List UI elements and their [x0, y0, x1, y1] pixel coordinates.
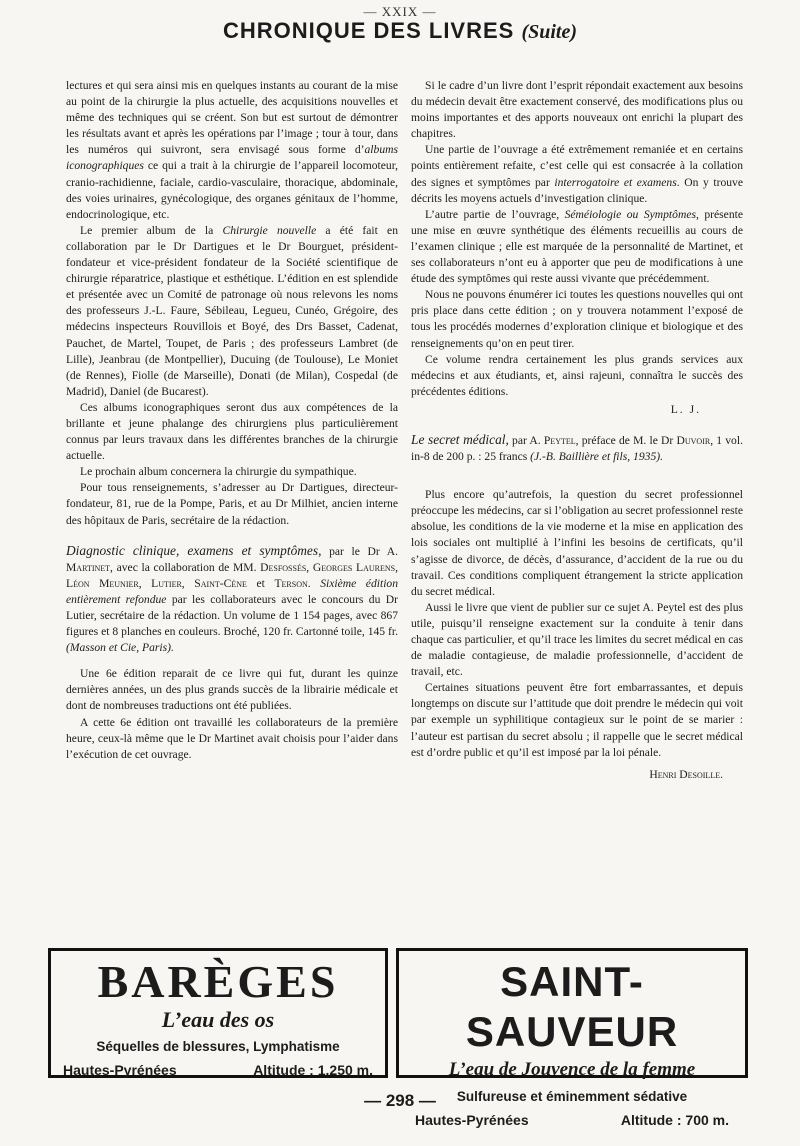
left-column [66, 78, 398, 763]
ad-altitude: Altitude : 1.250 m. [253, 1062, 373, 1078]
paragraph: Le premier album de la Chirurgie nouvelle a été fait en collaboration par le Dr Dartigues et le Dr Bourguet, président-fondateur et vice-président fondateur de la Société scientifique de chirurgie réparatrice, plastique et esthétique. L’édition en est splendide et présentée avec un Comité de patronage où nous relevons les noms des professeurs J.-L. Faure, Sébileau, Legueu, Cunéo, Grégoire, des médecins inspecteurs Rouvillois et Boyé, des Drs Basset, Cadenat, Pauchet, de Martel, Toupet, de Paris ; des professeurs Lambret (de Lille), Jeanbrau (de Montpellier), Ducuing (de Toulouse), Le Moniet (de Rennes), Fiolle (de Marseille), Donati (de Milan), Cospedal (de Madrid), Daniel (de Bucarest). [66, 223, 398, 398]
review-title: Diagnostic clinique, examens et symptômes, [66, 542, 322, 558]
signature-initials: L. J. [670, 402, 701, 416]
ad-tagline: L’eau de Jouvence de la femme [448, 1059, 696, 1080]
paragraph: Une partie de l’ouvrage a été extrêmement remaniée et en certains points entièrement refaite, c’est celle qui est consacrée à la collation des signes et symptômes par interrogatoire et examens. On y trouve décrits les moyens actuels d’investigation clinique. [411, 143, 743, 205]
paragraph: Aussi le livre que vient de publier sur ce sujet A. Peytel est des plus utile, puisqu’il renseigne exactement sur la conduite à tenir dans chaque cas particulier, et qu’il trace les limites du secret médical en cas de maladie contagieuse, de maladie professionnelle, d’accident de travail, etc. [411, 600, 743, 679]
paragraph: Le prochain album concernera la chirurgie du sympathique. [80, 465, 357, 479]
review-header: Le secret médical, par A. Peytel, préface de M. le Dr Duvoir, 1 vol. in-8 de 200 p. : 25 francs (J.-B. Baillière et fils, 1935). [411, 431, 743, 464]
paragraph: Ces albums iconographiques seront dus aux compétences de la brillante et jeune phalange des chirurgiens plus particulièrement connus par leurs travaux dans les différentes branches de la chirurgie actuelle. [66, 400, 398, 463]
advertisement-bareges [48, 948, 388, 1078]
right-column [411, 78, 743, 783]
paragraph: Ce volume rendra certainement les plus grands services aux médecins et aux étudiants, et, ainsi rajeuni, connaîtra le succès des précédentes éditions. [411, 352, 743, 398]
review-header: Diagnostic clinique, examens et symptômes, par le Dr A. Martinet, avec la collaboration de MM. Desfossés, Georges Laurens, Léon Meunier, Lutier, Saint-Cène et Terson. Sixième édition entièrement refondue par les collaborateurs avec le concours du Dr Lutier, secrétaire de la rédaction. Un volume de 1 154 pages, avec 867 figures et 8 planches en couleurs. Broché, 120 fr. Cartonné toile, 145 fr. (Masson et Cie, Paris). [66, 542, 399, 655]
paragraph: Plus encore qu’autrefois, la question du secret professionnel préoccupe les médecins, car si l’obligation au secret professionnel reste absolue, les conditions de la vie moderne et la mise en application des lois sociales ont multiplié à l’infini les besoins de certificats, qu’il s’agisse de divorce, de décès, d’assurance, d’accident de la rue ou du travail. Ces conditions compliquent étrangement la stricte application du secret médical. [411, 488, 743, 598]
ad-description: Sulfureuse et éminemment sédative [456, 1089, 688, 1104]
ad-altitude: Altitude : 700 m. [620, 1112, 729, 1128]
paragraph: Une 6e édition reparait de ce livre qui fut, durant les quinze dernières années, un des plus grands succès de la librairie médicale et dont de nombreuses traductions ont été publiées. [66, 667, 398, 713]
paragraph: Pour tous renseignements, s’adresser au Dr Dartigues, directeur-fondateur, 81, rue de la Pompe, Paris, et au Dr Milhiet, ancien interne des hôpitaux de Paris, secrétaire de la rédaction. [66, 481, 398, 527]
review-title: Le secret médical, [411, 431, 509, 447]
ad-bottom-line [399, 1112, 745, 1128]
signature-author: Henri Desoille. [649, 767, 723, 781]
title-main: CHRONIQUE DES LIVRES [222, 18, 515, 43]
title-suite: (Suite) [521, 21, 578, 43]
page-title [0, 18, 800, 44]
running-head: — XXIX — [363, 4, 437, 19]
paragraph: Nous ne pouvons énumérer ici toutes les questions nouvelles qui ont pris place dans cette édition ; on y trouvera notamment l’exposé de tous les procédés modernes d’exploration clinique et biologique et des renseignements qu’on en peut tirer. [411, 288, 743, 350]
ad-place: Hautes-Pyrénées [415, 1112, 529, 1128]
ad-name: SAINT-SAUVEUR [465, 958, 679, 1055]
ad-name: BARÈGES [97, 956, 339, 1007]
ad-description: Séquelles de blessures, Lymphatisme [96, 1039, 340, 1054]
paragraph: lectures et qui sera ainsi mis en quelques instants au courant de la mise au point de la chirurgie la plus actuelle, des acquisitions nouvelles et même des techniques qui se créent. Son but est surtout de démontrer les résultats avant et après les opérations par l’image ; tour à tour, dans les numéros qui suivront, sera envisagé sous forme d’albums iconographiques ce qui a trait à la chirurgie de l’appareil locomoteur, cranio-rachidienne, faciale, cardio-vasculaire, thoracique, abdominale, des voies urinaires, gynécologique, des organes génitaux de l’homme, endocrinologique, etc. [66, 79, 398, 221]
paragraph: Si le cadre d’un livre dont l’esprit répondait exactement aux besoins du médecin devait être exactement conservé, des modifications plus ou moins importantes et des apports nouveaux ont enrichi la plupart des chapitres. [411, 79, 743, 141]
ad-tagline: L’eau des os [161, 1007, 275, 1032]
paragraph: A cette 6e édition ont travaillé les collaborateurs de la première heure, ceux-là même que le Dr Martinet avait choisis pour l’aider dans l’exécution de cet ouvrage. [66, 715, 398, 761]
ad-place: Hautes-Pyrénées [63, 1062, 177, 1078]
paragraph: Certaines situations peuvent être fort embarrassantes, et depuis longtemps on discute sur l’attitude que doit prendre le médecin qui voit par exemple un syphilitique contagieux sur le point de se marier : l’auteur est partisan du secret absolu ; il rappelle que le secret médical est d’ordre public et qu’il est imposé par la loi pénale. [411, 681, 743, 759]
paragraph: L’autre partie de l’ouvrage, Séméiologie ou Symptômes, présente une mise en œuvre synthétique des éléments recueillis au cours de l’examen clinique ; elle est marquée de la personnalité de Martinet, et ses collaborateurs n’ont eu à apporter que peu de modifications à une étude des symptômes qui reste aussi vivante que précédemment. [411, 207, 743, 286]
page-number: — 298 — [364, 1091, 436, 1110]
ad-bottom-line [51, 1062, 385, 1078]
